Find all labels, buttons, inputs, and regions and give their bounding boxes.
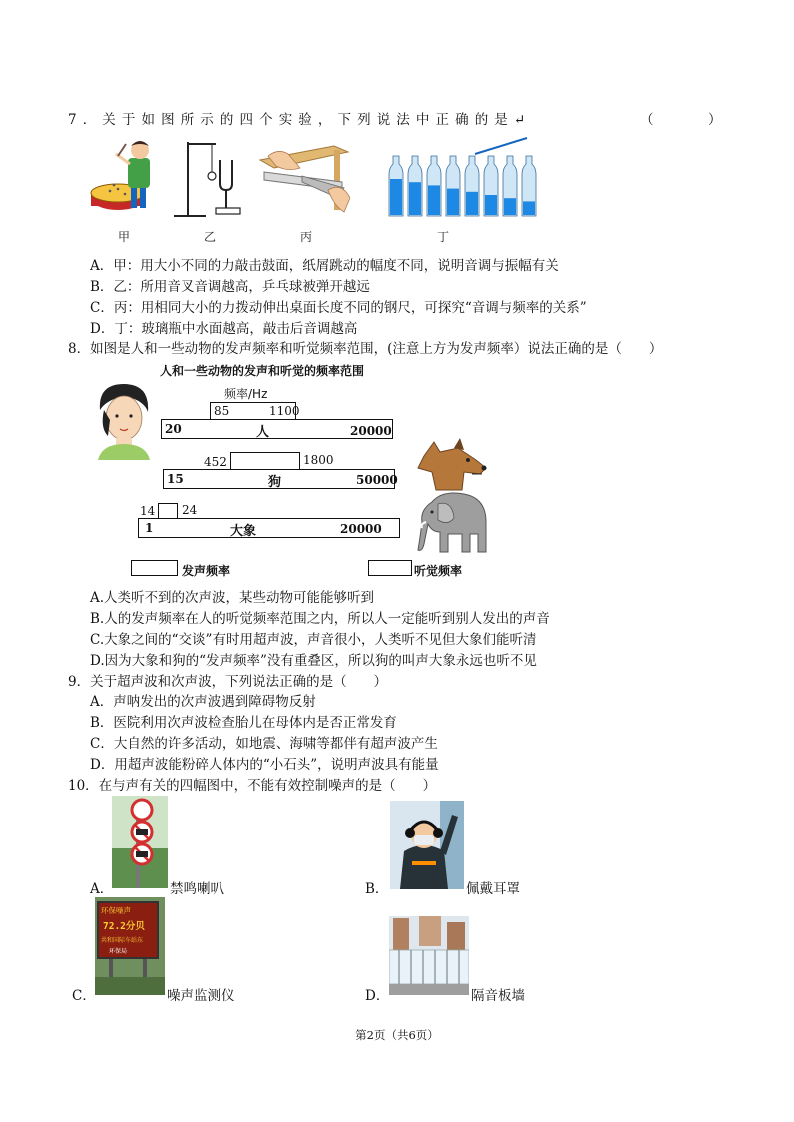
q10-photo-no-honking bbox=[112, 796, 168, 888]
q7-figure-bottles bbox=[385, 134, 545, 220]
q7-option-d: D．丁：玻璃瓶中水面越高，敲击后音调越高 bbox=[90, 321, 358, 337]
q10-photo-earmuffs bbox=[390, 801, 464, 889]
human-hear-max: 20000 bbox=[350, 424, 392, 438]
q10-option-c-letter: C． bbox=[72, 988, 96, 1004]
q7-option-b: B．乙：所用音叉音调越高，乒乓球被弹开越远 bbox=[90, 279, 370, 295]
dog-hear-max: 50000 bbox=[356, 473, 398, 487]
water-bottle bbox=[484, 156, 498, 216]
q9-option-b: B．医院利用次声波检查胎儿在母体内是否正常发育 bbox=[90, 715, 397, 731]
dog-emit-min: 452 bbox=[204, 455, 227, 469]
q10-option-a-letter: A． bbox=[90, 881, 114, 897]
elephant-hear-max: 20000 bbox=[340, 522, 382, 536]
q10-option-d-caption: 隔音板墙 bbox=[471, 988, 525, 1004]
human-emit-min: 85 bbox=[214, 404, 230, 418]
legend-hear-swatch bbox=[368, 560, 412, 576]
q7-title: 7．关于如图所示的四个实验，下列说法中正确的是↵ bbox=[68, 112, 532, 128]
dog-name: 狗 bbox=[268, 475, 282, 490]
q8-unit-label: 频率/Hz bbox=[224, 387, 268, 401]
q7-figure-tuning-fork bbox=[172, 138, 252, 222]
q8-option-b: B.人的发声频率在人的听觉频率范围之内，所以人一定能听到别人发出的声音 bbox=[90, 611, 550, 627]
legend-emit-label: 发声频率 bbox=[182, 564, 231, 578]
elephant-name: 大象 bbox=[230, 524, 257, 539]
q7-label-yi: 乙 bbox=[204, 230, 217, 244]
q10-option-b-caption: 佩戴耳罩 bbox=[466, 881, 520, 897]
monitor-panel bbox=[97, 901, 159, 959]
q10-option-d-letter: D． bbox=[365, 988, 390, 1004]
water-bottle bbox=[446, 156, 460, 216]
q7-option-a: A．甲：用大小不同的力敲击鼓面，纸屑跳动的幅度不同，说明音调与振幅有关 bbox=[90, 258, 559, 274]
human-emit-max: 1100 bbox=[269, 404, 300, 418]
q7-label-bing: 丙 bbox=[300, 230, 313, 244]
monitor-line-3: 共和国际车站东 bbox=[101, 937, 144, 944]
q9-option-a: A．声呐发出的次声波遇到障碍物反射 bbox=[90, 694, 316, 710]
monitor-line-4: 环保局 bbox=[109, 948, 128, 955]
q8-chart-title: 人和一些动物的发声和听觉的频率范围 bbox=[160, 364, 365, 378]
water-bottle bbox=[503, 156, 517, 216]
q9-option-d: D．用超声波能粉碎人体内的“小石头”，说明声波具有能量 bbox=[90, 757, 439, 773]
q8-woman-figure bbox=[92, 380, 154, 460]
water-bottle bbox=[465, 156, 479, 216]
legend-emit-swatch bbox=[131, 560, 178, 576]
water-bottle bbox=[427, 156, 441, 216]
q7-paren-open: （ bbox=[640, 112, 654, 128]
q7-figure-ruler bbox=[258, 142, 350, 218]
q7-option-c: C．丙：用相同大小的力拨动伸出桌面长度不同的钢尺，可探究“音调与频率的关系” bbox=[90, 300, 587, 316]
q10-option-b-letter: B． bbox=[365, 881, 389, 897]
dog-hear-min: 15 bbox=[167, 472, 184, 486]
q9-option-c: C．大自然的许多活动，如地震、海啸等都伴有超声波产生 bbox=[90, 736, 438, 752]
q9-title: 9．关于超声波和次声波，下列说法正确的是（ ） bbox=[68, 674, 388, 690]
q7-label-ding: 丁 bbox=[437, 230, 450, 244]
water-bottle bbox=[522, 156, 536, 216]
monitor-reading: 72.2分贝 bbox=[103, 921, 145, 932]
q7-figure-drum bbox=[88, 136, 160, 222]
elephant-hear-min: 1 bbox=[145, 521, 154, 535]
human-hear-min: 20 bbox=[165, 422, 182, 436]
water-bottle bbox=[408, 156, 422, 216]
q8-title: 8．如图是人和一些动物的发声频率和听觉频率范围，(注意上方为发声频率）说法正确的是（ ） bbox=[68, 341, 663, 357]
q8-elephant-figure bbox=[412, 488, 490, 562]
q8-option-d: D.因为大象和狗的“发声频率”没有重叠区，所以狗的叫声大象永远也听不见 bbox=[90, 653, 537, 669]
legend-hear-label: 听觉频率 bbox=[414, 564, 463, 578]
dog-emit-max: 1800 bbox=[303, 453, 334, 467]
q7-paren-close: ） bbox=[708, 112, 722, 128]
elephant-emit-min: 14 bbox=[140, 504, 156, 518]
q10-title: 10．在与声有关的四幅图中，不能有效控制噪声的是（ ） bbox=[68, 778, 437, 794]
q8-option-a: A.人类听不到的次声波，某些动物可能能够听到 bbox=[90, 590, 375, 606]
striking-stick bbox=[475, 138, 527, 154]
page-footer: 第2页（共6页） bbox=[355, 1028, 439, 1042]
q10-photo-noise-monitor bbox=[95, 897, 165, 995]
q10-option-a-caption: 禁鸣喇叭 bbox=[170, 881, 224, 897]
dog-emit-bar bbox=[230, 452, 300, 470]
q10-option-c-caption: 噪声监测仪 bbox=[167, 988, 235, 1004]
human-name: 人 bbox=[256, 425, 270, 440]
elephant-emit-bar bbox=[158, 503, 178, 519]
q7-label-jia: 甲 bbox=[118, 230, 131, 244]
q8-dog-figure bbox=[414, 438, 488, 492]
monitor-line-1: 环保噪声 bbox=[101, 906, 131, 915]
q8-option-c: C.大象之间的“交谈”有时用超声波，声音很小，人类听不见但大象们能听清 bbox=[90, 632, 537, 648]
q10-photo-sound-barrier bbox=[389, 916, 469, 995]
elephant-emit-max: 24 bbox=[182, 503, 198, 517]
water-bottle bbox=[389, 156, 403, 216]
